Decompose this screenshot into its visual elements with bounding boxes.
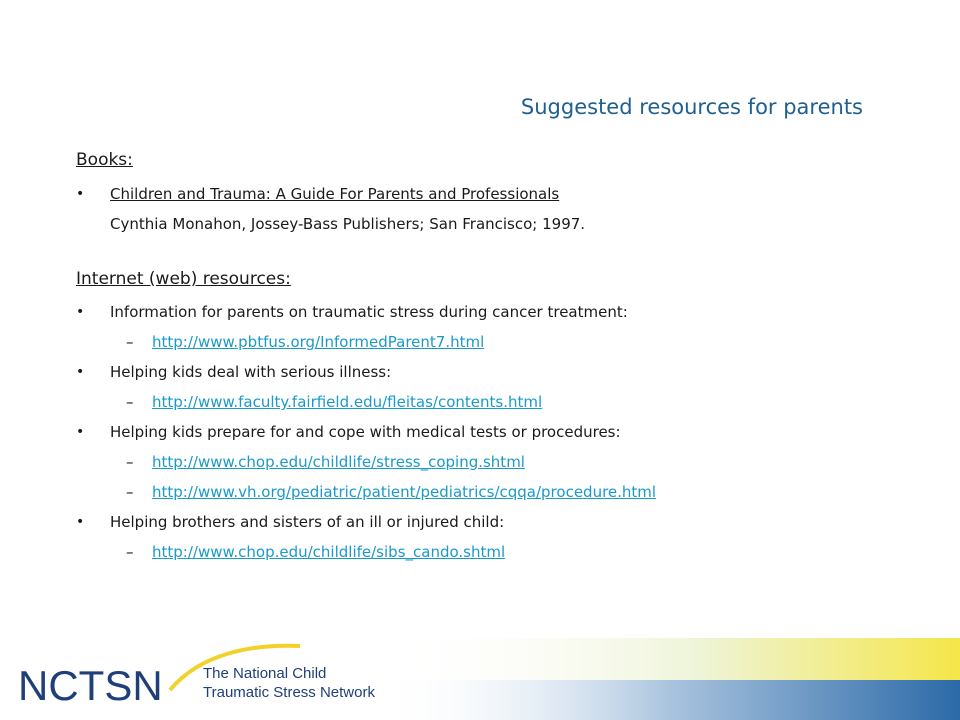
logo-acronym: NCTSN: [18, 662, 163, 709]
book-title: Children and Trauma: A Guide For Parents and Professionals: [110, 185, 560, 203]
books-heading: Books:: [76, 150, 133, 170]
resource-link-row: [76, 537, 936, 567]
resource-label: Helping kids prepare for and cope with medical tests or procedures:: [110, 423, 621, 441]
logo-line2: Traumatic Stress Network: [203, 684, 375, 701]
footer: [0, 638, 960, 720]
dash-icon: –: [126, 483, 134, 501]
content-area: [76, 150, 936, 567]
resource-link[interactable]: http://www.faculty.fairfield.edu/fleitas/contents.html: [152, 393, 543, 411]
dash-icon: –: [126, 393, 134, 411]
resource-label: Helping brothers and sisters of an ill or injured child:: [110, 513, 505, 531]
dash-icon: –: [126, 333, 134, 351]
resource-bullet: [76, 297, 936, 327]
dash-icon: –: [126, 453, 134, 471]
bullet-icon: •: [76, 514, 85, 530]
resource-link[interactable]: http://www.pbtfus.org/InformedParent7.html: [152, 333, 485, 351]
web-resources-heading: Internet (web) resources:: [76, 269, 291, 289]
resource-label: Helping kids deal with serious illness:: [110, 363, 392, 381]
logo-line1: The National Child: [203, 665, 327, 682]
bullet-icon: •: [76, 304, 85, 320]
resource-link[interactable]: http://www.chop.edu/childlife/stress_coping.shtml: [152, 453, 525, 471]
bullet-icon: •: [76, 364, 85, 380]
slide-title: Suggested resources for parents: [520, 95, 863, 119]
footer-graphic: [0, 638, 960, 720]
yellow-band: [380, 638, 960, 680]
resource-link[interactable]: http://www.chop.edu/childlife/sibs_cando.shtml: [152, 543, 506, 561]
bullet-icon: •: [76, 424, 85, 440]
resource-link-row: [76, 387, 936, 417]
resource-bullet: [76, 507, 936, 537]
resource-link-row: [76, 327, 936, 357]
book-detail: Cynthia Monahon, Jossey-Bass Publishers; San Francisco; 1997.: [110, 215, 586, 233]
dash-icon: –: [126, 543, 134, 561]
book-item: [76, 179, 936, 209]
resource-link-row: [76, 477, 936, 507]
resource-bullet: [76, 417, 936, 447]
blue-band: [380, 680, 960, 720]
bullet-icon: •: [76, 186, 85, 202]
resource-link[interactable]: http://www.vh.org/pediatric/patient/pediatrics/cqqa/procedure.html: [152, 483, 657, 501]
resource-bullet: [76, 357, 936, 387]
resource-label: Information for parents on traumatic stress during cancer treatment:: [110, 303, 628, 321]
resource-link-row: [76, 447, 936, 477]
